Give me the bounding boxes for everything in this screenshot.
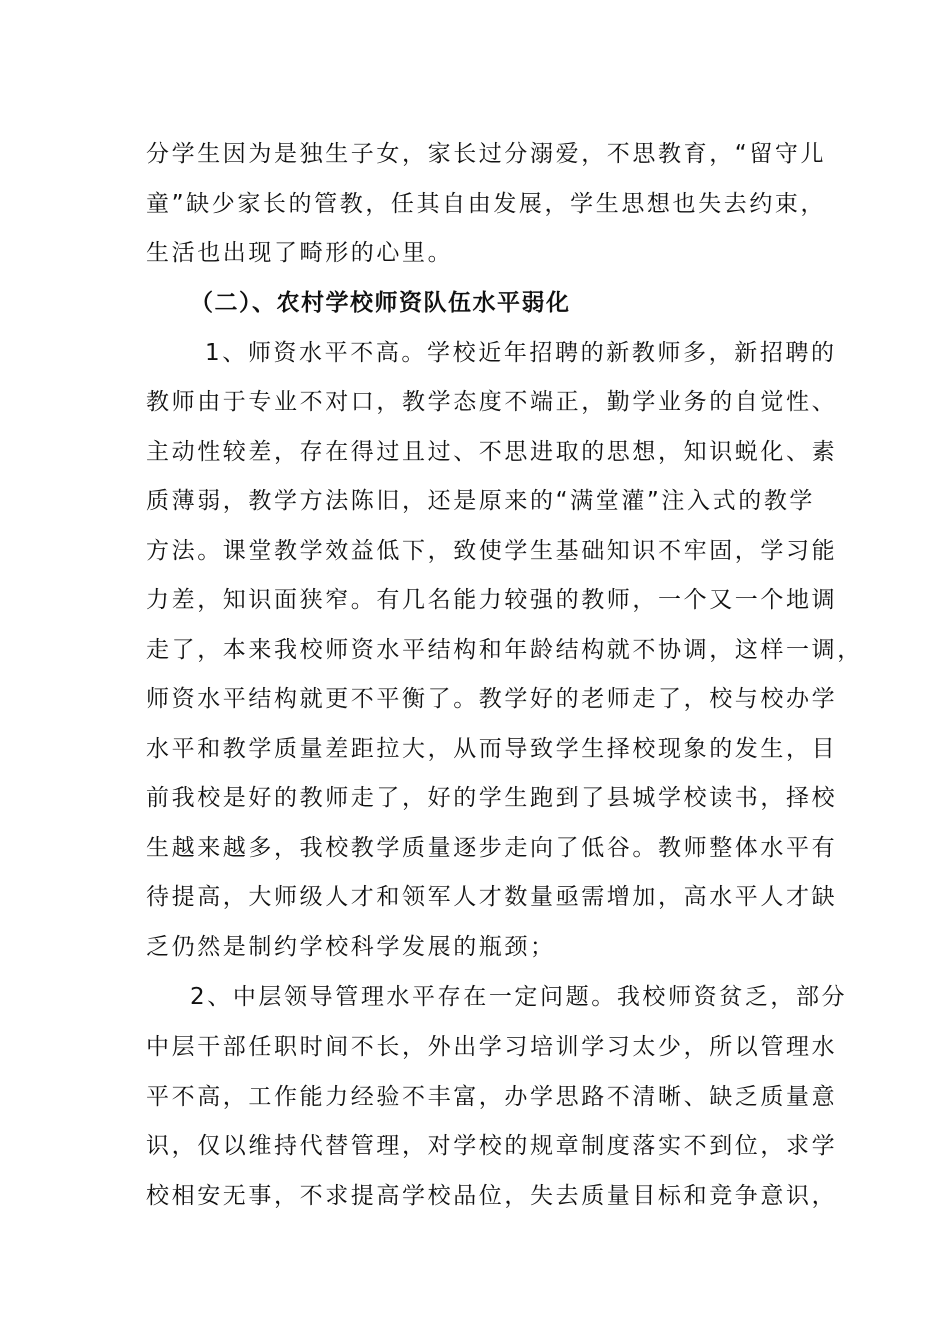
body-text-line: 乏仍然是制约学校科学发展的瓶颈； [146,934,556,960]
body-text-line: 平不高，工作能力经验不丰富，办学思路不清晰、缺乏质量意 [146,1084,838,1110]
body-text-line: 水平和教学质量差距拉大，从而导致学生择校现象的发生，目 [146,736,838,762]
body-text-line: 方法。课堂教学效益低下，致使学生基础知识不牢固，学习能 [146,538,838,564]
body-text-line: 识，仅以维持代替管理，对学校的规章制度落实不到位，求学 [146,1133,838,1159]
body-text-line: 力差，知识面狭窄。有几名能力较强的教师，一个又一个地调 [146,587,838,613]
body-text-line: 主动性较差，存在得过且过、不思进取的思想，知识蜕化、素 [146,439,838,465]
body-text-line: 师资水平结构就更不平衡了。教学好的老师走了，校与校办学 [146,686,838,712]
body-text-line: 童”缺少家长的管教，任其自由发展，学生思想也失去约束， [146,191,827,217]
body-text-line: 分学生因为是独生子女，家长过分溺爱，不思教育，“留守儿 [146,141,827,167]
body-text-line: 教师由于专业不对口，教学态度不端正，勤学业务的自觉性、 [146,389,838,415]
paragraph-first-line: 2、中层领导管理水平存在一定问题。我校师资贫乏，部分 [190,984,848,1010]
section-heading: （二）、农村学校师资队伍水平弱化 [190,290,571,316]
body-text-line: 前我校是好的教师走了，好的学生跑到了县城学校读书，择校 [146,785,838,811]
body-text-line: 中层干部任职时间不长，外出学习培训学习太少，所以管理水 [146,1034,838,1060]
body-text-line: 质薄弱，教学方法陈旧，还是原来的“满堂灌”注入式的教学 [146,488,816,514]
body-text-line: 生越来越多，我校教学质量逐步走向了低谷。教师整体水平有 [146,835,838,861]
body-text-line: 走了，本来我校师资水平结构和年龄结构就不协调，这样一调， [146,637,863,663]
body-text-line: 待提高，大师级人才和领军人才数量亟需增加，高水平人才缺 [146,884,838,910]
body-text-line: 生活也出现了畸形的心里。 [146,240,454,266]
body-text-line: 校相安无事，不求提高学校品位，失去质量目标和竞争意识， [146,1183,838,1209]
paragraph-first-line: 1、师资水平不高。学校近年招聘的新教师多，新招聘的 [205,340,837,366]
